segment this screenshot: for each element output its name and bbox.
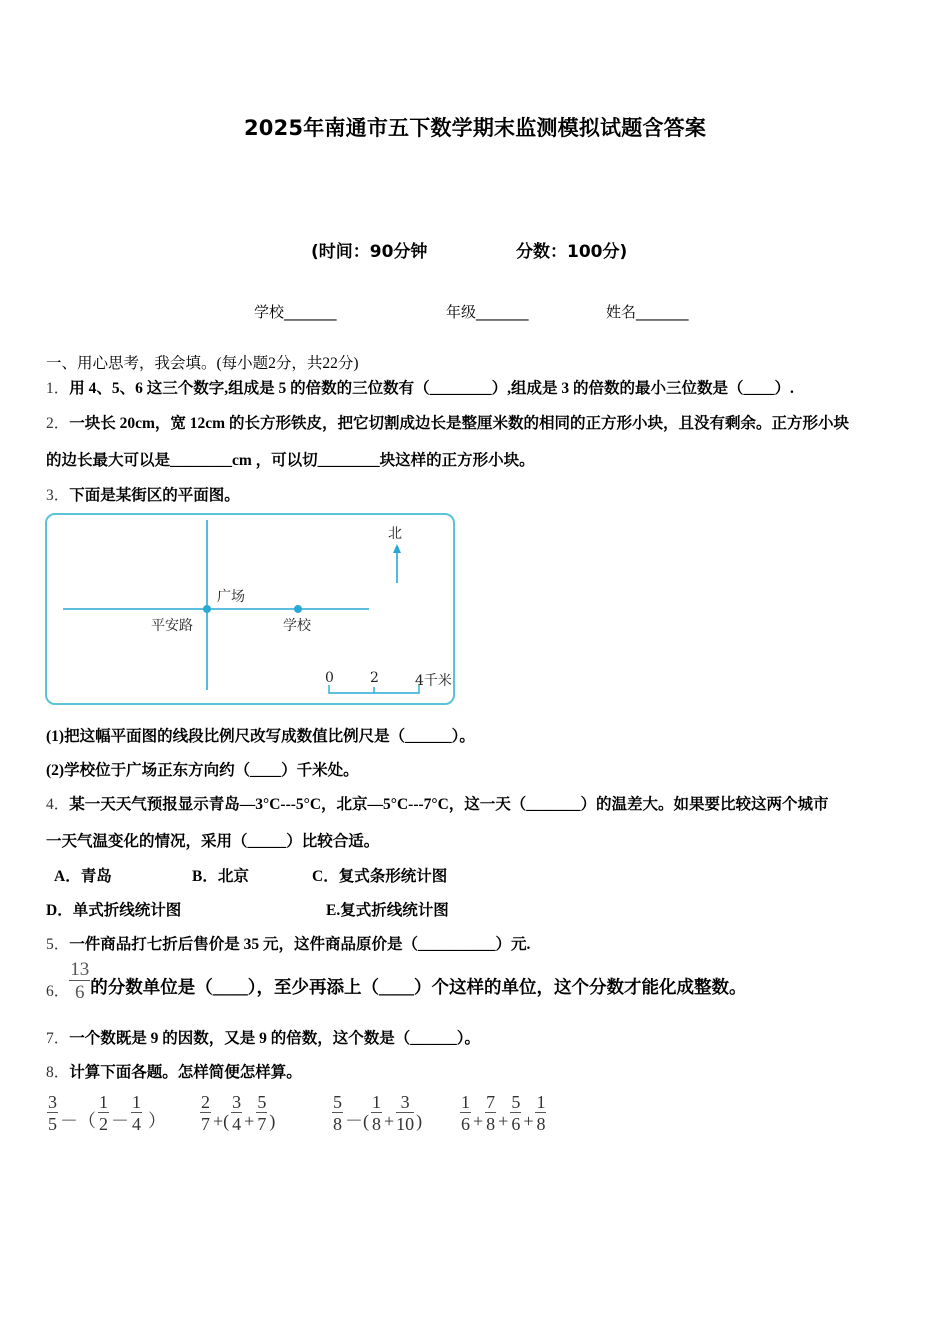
option-e[interactable] xyxy=(326,898,449,920)
question-2-line2: 的边长最大可以是________cm ，可以切________块这样的正方形小块。 xyxy=(46,452,535,469)
fraction xyxy=(256,1093,267,1133)
operator: ） xyxy=(148,1110,166,1131)
fraction xyxy=(47,1093,58,1133)
numerator: 2 xyxy=(201,1092,210,1112)
question-7 xyxy=(46,1026,480,1048)
numerator: 5 xyxy=(333,1092,342,1112)
numerator: 5 xyxy=(257,1092,267,1112)
option-e-text: 复式折线统计图 xyxy=(340,902,449,919)
street-map xyxy=(45,513,455,705)
option-a-label: A． xyxy=(54,868,81,885)
operator: + xyxy=(473,1110,484,1131)
option-a[interactable] xyxy=(54,864,112,886)
option-c-label: C． xyxy=(312,868,339,885)
option-d-label: D． xyxy=(46,902,73,919)
fraction xyxy=(98,1093,109,1133)
denominator: 8 xyxy=(486,1114,496,1134)
question-text: 一块长 20cm，宽 12cm 的长方形铁皮，把它切割成边长是整厘米数的相同的正方形小块，且没有剩余。正方形小块 xyxy=(69,415,849,432)
time-label: (时间：90分钟 xyxy=(311,242,428,262)
operator: + xyxy=(244,1110,255,1131)
question-text: 下面是某街区的平面图。 xyxy=(69,487,240,504)
school-blank[interactable]: _______ xyxy=(284,303,337,321)
operator: ) xyxy=(269,1110,276,1131)
option-d[interactable] xyxy=(46,898,181,920)
question-number: 6． xyxy=(46,983,70,1000)
fraction xyxy=(231,1093,242,1133)
question-text: 一个数既是 9 的因数，又是 9 的倍数，这个数是（______）。 xyxy=(69,1030,481,1047)
question-4-line1 xyxy=(46,792,829,814)
grade-blank[interactable]: _______ xyxy=(476,303,529,321)
question-number: 4． xyxy=(46,796,70,813)
square-label: 广场 xyxy=(217,589,245,605)
name-blank[interactable]: _______ xyxy=(636,303,689,321)
numerator: 7 xyxy=(486,1092,496,1112)
question-3 xyxy=(46,483,240,505)
fraction xyxy=(510,1093,521,1133)
question-8 xyxy=(46,1060,302,1082)
operator: ) xyxy=(416,1110,423,1131)
denominator: 8 xyxy=(372,1114,381,1134)
fraction xyxy=(485,1093,496,1133)
question-text: 计算下面各题。怎样简便怎样算。 xyxy=(69,1064,302,1081)
operator: + xyxy=(498,1110,509,1131)
grade-field xyxy=(446,301,529,322)
expression-2 xyxy=(200,1093,277,1133)
name-label: 姓名 xyxy=(606,303,637,321)
question-6 xyxy=(46,960,747,1002)
fraction xyxy=(131,1093,142,1133)
numerator: 5 xyxy=(511,1092,521,1112)
denominator: 5 xyxy=(48,1114,57,1134)
denominator: 6 xyxy=(461,1114,470,1134)
numerator: 1 xyxy=(461,1092,470,1112)
numerator: 1 xyxy=(99,1092,108,1112)
denominator: 8 xyxy=(333,1114,342,1134)
question-number: 3． xyxy=(46,487,70,504)
question-number: 8． xyxy=(46,1064,70,1081)
fraction xyxy=(535,1093,546,1133)
question-2-line1 xyxy=(46,411,849,433)
school-label: 学校 xyxy=(283,618,311,634)
school-dot-icon xyxy=(294,605,302,613)
denominator: 7 xyxy=(257,1114,267,1134)
school-field xyxy=(254,301,337,322)
numerator: 1 xyxy=(372,1092,381,1112)
road-label: 平安路 xyxy=(151,618,193,634)
question-4-line2: 一天气温变化的情况，采用（_____）比较合适。 xyxy=(46,833,380,850)
operator: － xyxy=(111,1110,129,1131)
expression-4 xyxy=(460,1093,546,1133)
fraction-13-6 xyxy=(69,960,90,1002)
denominator: 2 xyxy=(99,1114,108,1134)
expression-3 xyxy=(332,1093,424,1133)
operator: + xyxy=(523,1110,534,1131)
score-label: 分数：100分) xyxy=(516,242,628,262)
numerator: 3 xyxy=(232,1092,242,1112)
expression-1 xyxy=(47,1093,168,1133)
fraction xyxy=(460,1093,471,1133)
question-5 xyxy=(46,932,530,954)
denominator: 4 xyxy=(232,1114,242,1134)
operator: －( xyxy=(345,1110,369,1131)
map-drawing xyxy=(47,515,457,707)
fraction xyxy=(371,1093,382,1133)
denominator: 6 xyxy=(511,1114,521,1134)
question-number: 5． xyxy=(46,936,70,953)
option-b-label: B． xyxy=(192,868,218,885)
numerator: 1 xyxy=(536,1092,546,1112)
operator: －（ xyxy=(60,1110,96,1131)
denominator: 10 xyxy=(396,1114,415,1134)
question-text: 某一天天气预报显示青岛—3°C---5°C，北京—5°C---7°C，这一天（_______）的温差大。如果要比较这两个城市 xyxy=(69,796,829,813)
numerator: 13 xyxy=(70,959,90,980)
school-label: 学校 xyxy=(254,303,285,321)
option-e-label: E. xyxy=(326,902,341,919)
option-a-text: 青岛 xyxy=(80,868,112,885)
north-label: 北 xyxy=(388,526,402,542)
fraction xyxy=(396,1093,414,1133)
denominator: 4 xyxy=(132,1114,141,1134)
operator: +( xyxy=(213,1110,230,1131)
question-number: 7． xyxy=(46,1030,70,1047)
scale-tick-4: 4千米 xyxy=(415,673,452,689)
scale-tick-0: 0 xyxy=(325,670,334,686)
page-title: 2025年南通市五下数学期末监测模拟试题含答案 xyxy=(243,116,707,140)
option-b-text: 北京 xyxy=(217,868,249,885)
question-text: 一件商品打七折后售价是 35 元，这件商品原价是（__________）元. xyxy=(69,936,531,953)
option-c-text: 复式条形统计图 xyxy=(338,868,448,885)
grade-label: 年级 xyxy=(446,303,477,321)
section-heading: 一、用心思考，我会填。(每小题2分，共22分) xyxy=(46,355,359,372)
fraction xyxy=(332,1093,343,1133)
option-c[interactable] xyxy=(312,864,447,886)
option-d-text: 单式折线统计图 xyxy=(72,902,182,919)
question-3-sub1: (1)把这幅平面图的线段比例尺改写成数值比例尺是（______）。 xyxy=(46,728,475,745)
denominator: 6 xyxy=(75,982,85,1003)
numerator: 3 xyxy=(48,1092,57,1112)
question-1 xyxy=(46,376,794,398)
question-number: 1． xyxy=(46,380,70,397)
question-text: 的分数单位是（____），至少再添上（____）个这样的单位，这个分数才能化成整数。 xyxy=(90,976,747,997)
operator: + xyxy=(384,1110,395,1131)
option-b[interactable] xyxy=(192,864,249,886)
question-3-sub2: (2)学校位于广场正东方向约（____）千米处。 xyxy=(46,762,359,779)
numerator: 1 xyxy=(132,1092,141,1112)
question-text: 用 4、5、6 这三个数字,组成是 5 的倍数的三位数有（________）,组成是 3 的倍数的最小三位数是（____）. xyxy=(69,380,794,397)
denominator: 8 xyxy=(536,1114,546,1134)
numerator: 3 xyxy=(400,1092,410,1112)
scale-tick-2: 2 xyxy=(370,670,379,686)
name-field xyxy=(606,301,689,322)
question-number: 2． xyxy=(46,415,70,432)
denominator: 7 xyxy=(201,1114,210,1134)
fraction xyxy=(200,1093,211,1133)
square-dot-icon xyxy=(203,605,211,613)
